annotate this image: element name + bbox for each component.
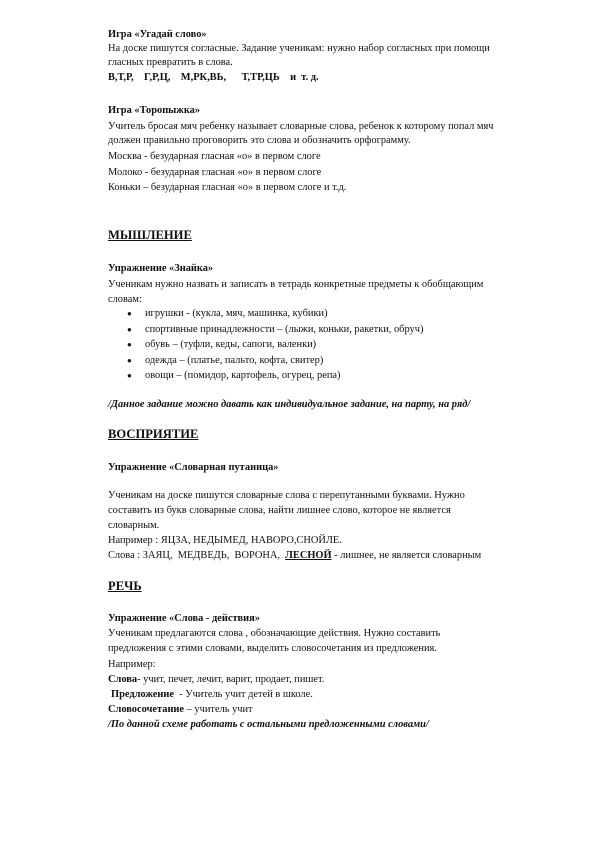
exercise-actions-line1: Ученикам предлагаются слова , обозначающие действия. Нужно составить xyxy=(108,628,441,639)
answer-words: Слова : ЗАЯЦ, МЕДВЕДЬ, ВОРОНА, xyxy=(108,550,286,561)
words-label: Слова xyxy=(108,674,138,685)
game2-example2: Молоко - безударная гласная «о» в первом слоге xyxy=(108,167,322,178)
game2-text-line2: должен правильно проговорить это слова и обозначить орфограмму. xyxy=(108,135,411,146)
exercise-znayka-line1: Ученикам нужно назвать и записать в тетрадь конкретные предметы к обобщающим xyxy=(108,279,484,290)
game2-example1: Москва - безударная гласная «о» в первом слоге xyxy=(108,151,321,162)
game1-title: Игра «Угадай слово» xyxy=(108,29,207,40)
list-item: спортивные принадлежности – (лыжи, коньки, ракетки, обруч) xyxy=(145,324,424,335)
exercise-actions-note: /По данной схеме работать с остальными предложенными словами/ xyxy=(108,719,429,730)
list-item: одежда – (платье, пальто, кофта, свитер) xyxy=(145,355,324,366)
exercise-znayka-note: /Данное задание можно давать как индивидуальное задание, на парту, на ряд/ xyxy=(108,399,471,410)
section-heading-speech: РЕЧЬ xyxy=(108,579,142,593)
list-item: игрушки - (кукла, мяч, машинка, кубики) xyxy=(145,308,328,319)
exercise-title-actions: Упражнение «Слова - действия» xyxy=(108,613,260,624)
exercise-confusion-line1: Ученикам на доске пишутся словарные слова с перепутанными буквами. Нужно xyxy=(108,490,465,501)
bullet-icon: ● xyxy=(127,371,132,380)
bullet-icon: ● xyxy=(127,325,132,334)
exercise-title-znayka: Упражнение «Знайка» xyxy=(108,263,214,274)
words-list: - учит, печет, лечит, варит, продает, пишет. xyxy=(137,674,325,685)
bullet-icon: ● xyxy=(127,340,132,349)
exercise-actions-line3: Например: xyxy=(108,659,156,670)
game1-letters: В,Т,Р, Г,Р,Ц, М,РК,ВЬ, Т,ТР,ЦЬ и т. д. xyxy=(108,72,319,83)
bullet-icon: ● xyxy=(127,356,132,365)
odd-word: ЛЕСНОЙ xyxy=(285,550,332,561)
bullet-icon: ● xyxy=(127,309,132,318)
answer-explanation: - лишнее, не является словарным xyxy=(331,550,482,561)
game2-text-line1: Учитель бросая мяч ребенку называет словарные слова, ребенок к которому попал мяч xyxy=(108,121,494,132)
game2-example3: Коньки – безударная гласная «о» в первом слоге и т.д. xyxy=(108,182,347,193)
exercise-actions-phrase xyxy=(108,703,253,717)
list-item: овощи – (помидор, картофель, огурец, репа) xyxy=(145,370,341,381)
exercise-confusion-example: Например : ЯЦЗА, НЕДЫМЕД, НАВОРО,СНОЙЛЕ. xyxy=(108,535,342,546)
section-heading-thinking: МЫШЛЕНИЕ xyxy=(108,228,192,242)
game1-text-line2: гласных превратить в слова. xyxy=(108,57,233,68)
exercise-confusion-answer xyxy=(108,549,481,563)
exercise-confusion-line2: составить из букв словарные слова, найти лишнее слово, которое не является xyxy=(108,505,451,516)
exercise-znayka-line2: словам: xyxy=(108,294,142,305)
exercise-actions-sentence xyxy=(111,688,313,702)
phrase-text: – учитель учит xyxy=(184,704,253,715)
game1-text-line1: На доске пишутся согласные. Задание ученикам: нужно набор согласных при помощи xyxy=(108,43,490,54)
sentence-text: - Учитель учит детей в школе. xyxy=(173,689,313,700)
list-item: обувь – (туфли, кеды, сапоги, валенки) xyxy=(145,339,317,350)
phrase-label: Словосочетание xyxy=(108,704,185,715)
exercise-confusion-line3: словарным. xyxy=(108,520,160,531)
game2-title: Игра «Торопыжка» xyxy=(108,105,201,116)
exercise-title-confusion: Упражнение «Словарная путаница» xyxy=(108,462,279,473)
exercise-actions-words xyxy=(108,673,324,687)
exercise-actions-line2: предложения с этими словами, выделить словосочетания из предложения. xyxy=(108,643,437,654)
sentence-label: Предложение xyxy=(111,689,174,700)
section-heading-perception: ВОСПРИЯТИЕ xyxy=(108,427,199,441)
